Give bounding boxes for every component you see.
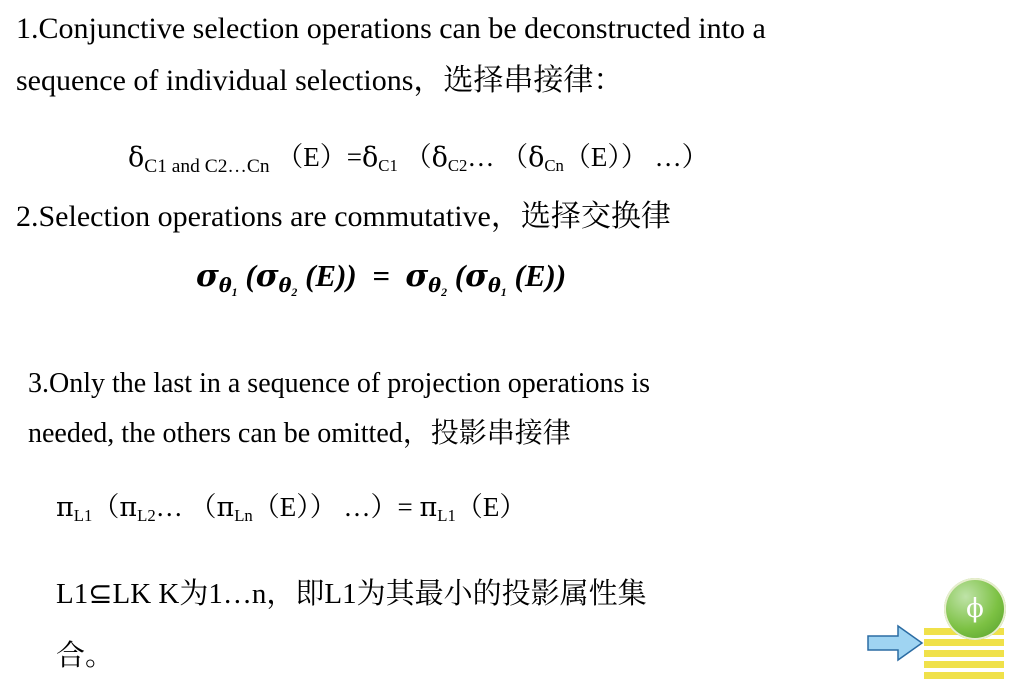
note-line-2: 合。	[56, 640, 115, 672]
decorative-badge-icon	[944, 578, 1006, 640]
badge-glyph: ϕ	[966, 594, 984, 624]
rule-2-line-1: 2.Selection operations are commutative，选择交换律	[16, 200, 671, 233]
formula-selection-decomposition: $\delta_{C1 and C2\dots Cn}$ $(E)=\delta_{C1}$ （$\delta_{C2}\dots$ $(\delta_{Cn}(E))$ …）	[128, 142, 709, 178]
formula-projection-cascade: $\pi_{L1}(\pi_{L2}\dots$ $(\pi_{Ln}(E))$ …）= $\pi_{L1}(E)$	[56, 492, 527, 526]
decorative-bar	[924, 661, 1004, 668]
rule-3-line-2: needed, the others can be omitted，投影串接律	[28, 418, 571, 449]
decorative-bar	[924, 672, 1004, 679]
decorative-bar	[924, 650, 1004, 657]
right-arrow-icon[interactable]	[866, 624, 924, 662]
rule-3-line-1: 3.Only the last in a sequence of projection operations is	[28, 368, 651, 399]
formula-selection-commutative: $\sigma_{\theta_1}$ ($\sigma_{\theta_2}$ $(E)) = \sigma_{\theta_2}$ ($\sigma_{\theta_1}$ (E))	[196, 258, 567, 299]
note-line-1: L1⊆LK K为1…n，即L1为其最小的投影属性集	[56, 578, 647, 610]
rule-1-line-2: sequence of individual selections，选择串接律：	[16, 64, 624, 97]
rule-1-line-1: 1.Conjunctive selection operations can be deconstructed into a	[16, 12, 766, 45]
decorative-bar	[924, 639, 1004, 646]
